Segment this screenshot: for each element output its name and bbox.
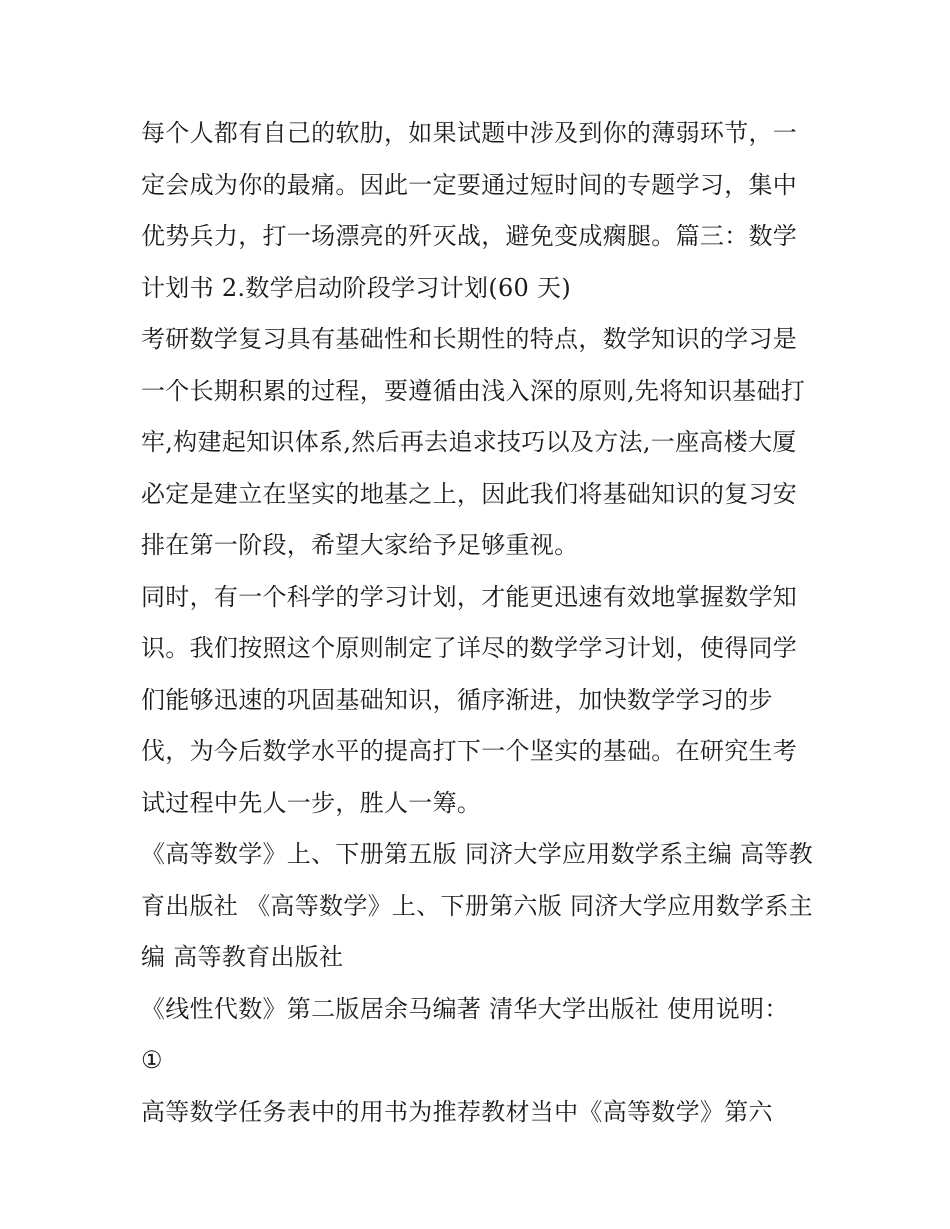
paragraph-task-table-note: 高等数学任务表中的用书为推荐教材当中《高等数学》第六: [141, 1097, 773, 1126]
document-body: [141, 108, 813, 1138]
paragraph-weak-points: 每个人都有自己的软肋，如果试题中涉及到你的薄弱环节，一定会成为你的最痛。因此一定要通过短时间的专题学习，集中优势兵力，打一场漂亮的歼灭战，避免变成瘸腿。篇三：数学计划书 2.数学启动阶段学习计划(60 天): [141, 119, 798, 302]
paragraph-foundation-review: 考研数学复习具有基础性和长期性的特点，数学知识的学习是一个长期积累的过程，要遵循由浅入深的原则,先将知识基础打牢,构建起知识体系,然后再去追求技巧以及方法,一座高楼大厦必定是建立在坚实的地基之上，因此我们将基础知识的复习安排在第一阶段，希望大家给予足够重视。: [141, 325, 806, 559]
paragraph-linear-algebra-textbook: 《线性代数》第二版居余马编著 清华大学出版社 使用说明：: [141, 994, 789, 1023]
paragraph-note-number: ①: [141, 1046, 163, 1074]
paragraph-study-plan: 同时，有一个科学的学习计划，才能更迅速有效地掌握数学知识。我们按照这个原则制定了详尽的数学学习计划，使得同学们能够迅速的巩固基础知识，循序渐进，加快数学学习的步伐，为今后数学水平的提高打下一个坚实的基础。在研究生考试过程中先人一步，胜人一筹。: [141, 582, 798, 817]
paragraph-calculus-textbooks: 《高等数学》上、下册第五版 同济大学应用数学系主编 高等教育出版社 《高等数学》上、下册第六版 同济大学应用数学系主编 高等教育出版社: [141, 840, 813, 971]
